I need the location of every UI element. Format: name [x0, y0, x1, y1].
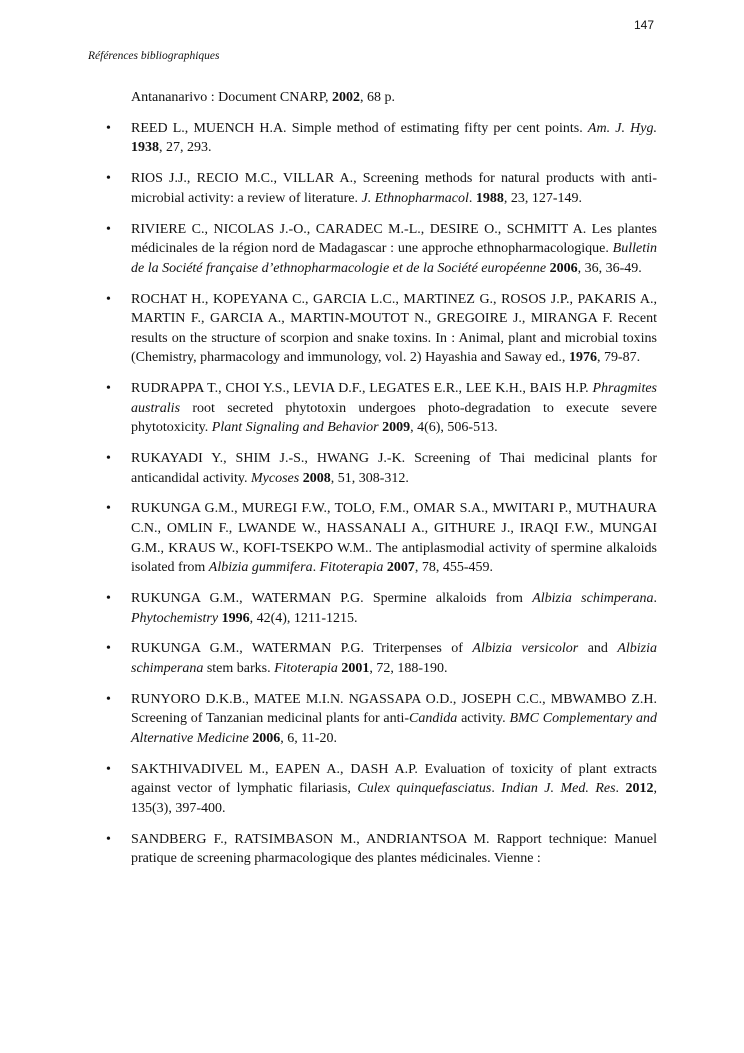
bullet-icon: •	[106, 381, 111, 397]
reference-italic-text: BMC Complementary and Alternative Medicine	[131, 711, 657, 746]
reference-item	[106, 379, 657, 438]
reference-text: stem barks.	[203, 660, 275, 676]
reference-italic-text: Albizia schimperana	[131, 641, 658, 676]
reference-italic-text: Albizia versicolor	[472, 641, 579, 657]
reference-text: RUKUNGA G.M., WATERMAN P.G. Spermine alkaloids from	[131, 590, 533, 606]
reference-year: 2007	[386, 560, 415, 576]
reference-year: 2006	[252, 730, 281, 746]
reference-text: RUKUNGA G.M., WATERMAN P.G. Triterpenses of	[131, 641, 473, 657]
reference-text: RUKUNGA G.M., MUREGI F.W., TOLO, F.M., OMAR S.A., MWITARI P., MUTHAURA C.N., OMLIN F., LWANDE W., HASSANALI A., GITHURE J., IRAQI F.W., MUNGAI G.M., KRAUS W., KOFI-TSEKPO W.M.. The antiplasmodial activity of spermine alkaloids isolated from	[131, 501, 657, 576]
bullet-icon: •	[106, 451, 111, 467]
reference-text: REED L., MUENCH H.A. Simple method of estimating fifty per cent points.	[131, 120, 588, 136]
reference-text: RIOS J.J., RECIO M.C., VILLAR A., Screening methods for natural products with anti-microbial activity: a review of literature.	[131, 171, 657, 206]
reference-text: activity.	[457, 711, 510, 727]
bullet-icon: •	[106, 221, 111, 237]
bullet-icon: •	[106, 501, 111, 517]
reference-italic-text: Fitoterapia	[319, 560, 384, 576]
reference-italic-text: Mycoses	[251, 470, 300, 486]
reference-text: , 36, 36-49.	[577, 260, 642, 276]
reference-text: , 4(6), 506-513.	[410, 420, 498, 436]
reference-text: .	[653, 590, 657, 606]
reference-item	[106, 639, 657, 678]
reference-italic-text: Albizia schimperana	[532, 590, 654, 606]
reference-italic-text: Candida	[409, 711, 458, 727]
reference-item	[106, 499, 657, 577]
reference-item	[106, 220, 657, 279]
reference-year: 2008	[302, 470, 331, 486]
reference-text: RUNYORO D.K.B., MATEE M.I.N. NGASSAPA O.D., JOSEPH C.C., MBWAMBO Z.H. Screening of Tanzanian medicinal plants for anti-	[131, 691, 657, 727]
reference-year: 2012	[625, 781, 654, 797]
reference-item	[106, 589, 657, 628]
reference-text: SANDBERG F., RATSIMBASON M., ANDRIANTSOA M. Rapport technique: Manuel pratique de screening pharmacologique des plantes médicinales. Vienne :	[131, 831, 657, 867]
reference-item	[106, 119, 657, 158]
reference-item	[106, 760, 657, 819]
reference-year: 1996	[221, 610, 250, 626]
reference-italic-text: J. Ethnopharmacol	[361, 190, 469, 206]
reference-italic-text: Fitoterapia	[274, 660, 338, 676]
reference-italic-text: Plant Signaling and Behavior	[211, 420, 379, 436]
reference-text: , 23, 127-149.	[503, 190, 583, 206]
bullet-icon: •	[106, 641, 111, 657]
reference-text: , 42(4), 1211-1215.	[249, 610, 358, 626]
reference-item	[106, 449, 657, 488]
bullet-icon: •	[106, 590, 111, 606]
reference-text: .	[312, 560, 320, 576]
reference-italic-text: Phragmites australis	[131, 381, 657, 416]
bullet-icon: •	[106, 171, 111, 187]
bullet-icon: •	[106, 291, 111, 307]
reference-italic-text: Albizia gummifera	[208, 560, 313, 576]
reference-text: , 135(3), 397-400.	[131, 781, 658, 816]
bullet-icon: •	[106, 761, 111, 777]
reference-year: 2001	[341, 660, 370, 676]
page-number: 147	[633, 18, 654, 32]
bullet-icon: •	[106, 831, 111, 847]
reference-text: , 78, 455-459.	[414, 560, 494, 576]
reference-text: SAKTHIVADIVEL M., EAPEN A., DASH A.P. Evaluation of toxicity of plant extracts against vector of lymphatic filariasis,	[131, 761, 657, 797]
reference-item	[106, 88, 657, 108]
reference-text: , 68 p.	[360, 90, 396, 105]
reference-text: ROCHAT H., KOPEYANA C., GARCIA L.C., MARTINEZ G., ROSOS J.P., PAKARIS A., MARTIN F., GARCIA A., MARTIN-MOUTOT N., GREGOIRE J., MIRANGA F. Recent results on the structure of scorpion and snake toxins. In : Animal, plant and microbial toxins (Chemistry, pharmacology and immunology, vol. 2) Hayashia and Saway ed.,	[131, 291, 657, 366]
reference-italic-text: Phytochemistry	[131, 610, 219, 626]
reference-text: and	[578, 641, 618, 657]
reference-text: .	[468, 190, 476, 206]
reference-italic-text: Am. J. Hyg.	[587, 120, 657, 136]
reference-italic-text: Bulletin de la Société française d’ethnopharmacologie et de la Société européenne	[131, 241, 657, 276]
reference-item	[106, 690, 657, 749]
reference-text: , 6, 11-20.	[280, 730, 337, 746]
reference-text: , 51, 308-312.	[330, 470, 409, 486]
reference-text: , 72, 188-190.	[369, 660, 448, 676]
reference-year: 2006	[549, 260, 578, 276]
reference-item	[106, 830, 657, 869]
reference-text: RUDRAPPA T., CHOI Y.S., LEVIA D.F., LEGATES E.R., LEE K.H., BAIS H.P.	[131, 381, 593, 397]
reference-year: 2009	[382, 420, 411, 436]
reference-year: 1988	[475, 190, 504, 206]
reference-text: RIVIERE C., NICOLAS J.-O., CARADEC M.-L., DESIRE O., SCHMITT A. Les plantes médicinales de la région nord de Madagascar : une approche ethnopharmacologique.	[131, 221, 657, 257]
bullet-icon: •	[106, 691, 111, 707]
reference-list	[106, 88, 657, 880]
reference-italic-text: Indian J. Med. Res	[501, 781, 616, 797]
running-header: Références bibliographiques	[88, 50, 220, 62]
reference-text: .	[491, 781, 502, 797]
reference-text: .	[615, 781, 626, 797]
reference-year: 1938	[131, 140, 159, 156]
reference-text: , 79-87.	[596, 350, 641, 366]
reference-text: root secreted phytotoxin undergoes photo-degradation to execute severe phytotoxicity.	[131, 400, 657, 436]
reference-year: 1976	[568, 350, 597, 366]
bullet-icon: •	[106, 120, 111, 136]
reference-item	[106, 169, 657, 208]
reference-italic-text: Culex quinquefasciatus	[357, 781, 492, 797]
reference-text: Antananarivo : Document CNARP,	[131, 90, 333, 105]
reference-year: 2002	[332, 90, 361, 105]
reference-item	[106, 290, 657, 368]
reference-text: RUKAYADI Y., SHIM J.-S., HWANG J.-K. Screening of Thai medicinal plants for anticandidal activity.	[131, 451, 657, 486]
reference-text: , 27, 293.	[159, 140, 212, 156]
